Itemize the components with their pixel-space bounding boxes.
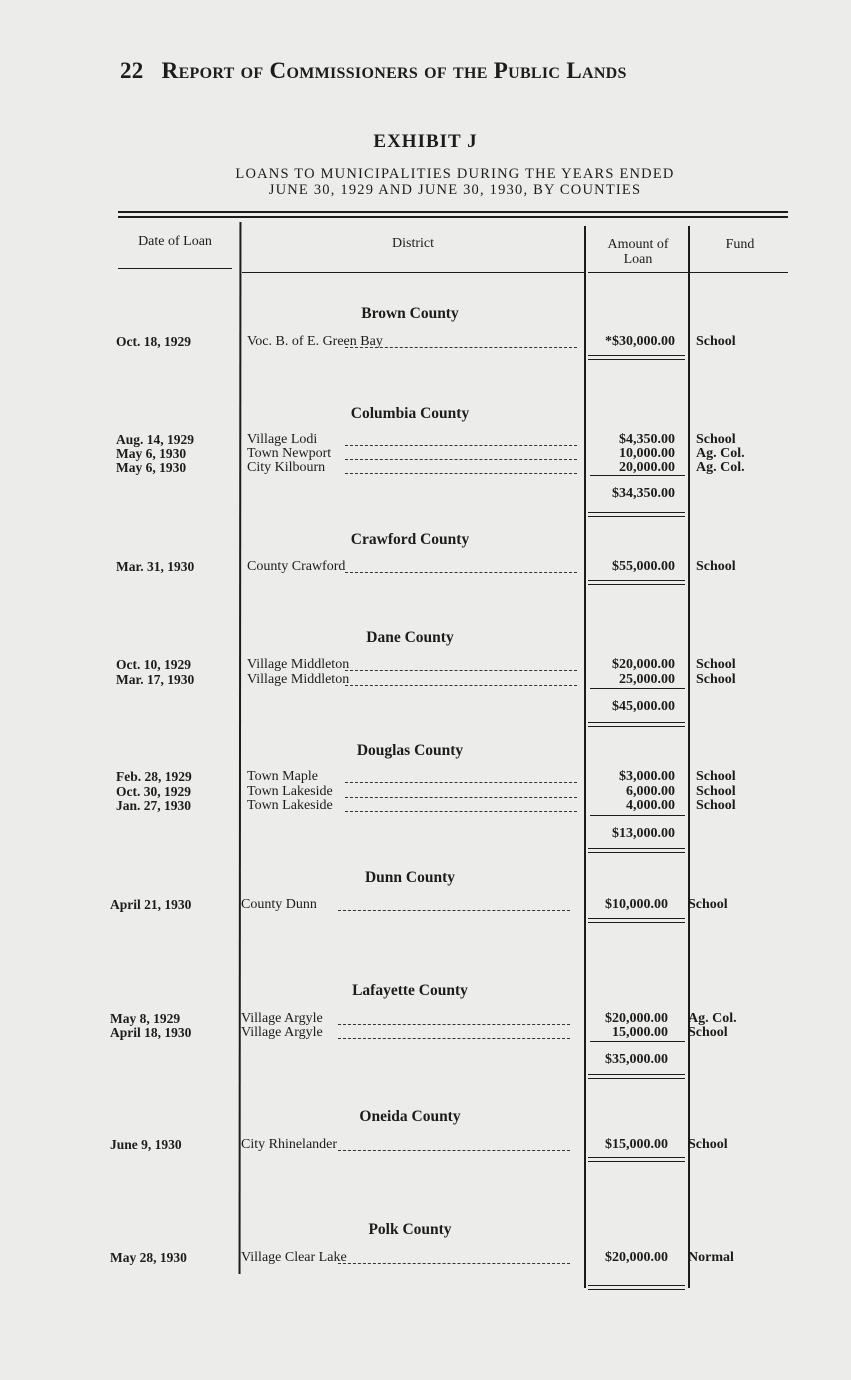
- county-heading: Oneida County: [359, 1108, 461, 1125]
- county-total: $13,000.00: [612, 826, 675, 841]
- loan-amount: $10,000.00: [605, 897, 668, 912]
- fund-name: Ag. Col.: [688, 1011, 737, 1026]
- loan-amount: 20,000.00: [619, 460, 675, 475]
- total-double-rule: [588, 1074, 685, 1079]
- loan-date: April 18, 1930: [110, 1025, 192, 1040]
- fund-name: Normal: [688, 1250, 734, 1265]
- fund-name: School: [696, 798, 736, 813]
- county-heading: Crawford County: [350, 531, 470, 548]
- dot-leader: [338, 1024, 570, 1025]
- total-double-rule: [588, 1157, 685, 1162]
- total-double-rule: [588, 848, 685, 853]
- dot-leader: [338, 1263, 570, 1264]
- dot-leader: [338, 910, 570, 911]
- dot-leader: [345, 797, 577, 798]
- exhibit-title: EXHIBIT J: [373, 131, 478, 152]
- dot-leader: [338, 1038, 570, 1039]
- loan-date: Oct. 10, 1929: [116, 657, 191, 672]
- county-heading: Douglas County: [356, 742, 464, 759]
- subtotal-rule: [590, 475, 685, 476]
- dot-leader: [338, 1150, 570, 1151]
- header-rule-date: [118, 268, 232, 269]
- district-name: City Kilbourn: [247, 460, 326, 475]
- district-name: Village Clear Lake: [241, 1250, 347, 1265]
- loan-amount: 6,000.00: [626, 784, 675, 799]
- district-name: Town Newport: [247, 446, 332, 461]
- top-rule-1: [118, 211, 788, 213]
- loan-amount: 10,000.00: [619, 446, 675, 461]
- district-name: Voc. B. of E. Green Bay: [247, 334, 383, 349]
- loan-amount: $15,000.00: [605, 1137, 668, 1152]
- loan-date: April 21, 1930: [110, 897, 192, 912]
- loan-date: June 9, 1930: [110, 1137, 182, 1152]
- subtotal-rule: [590, 688, 685, 689]
- loan-date: Jan. 27, 1930: [116, 798, 192, 813]
- column-divider-3: [688, 226, 690, 1288]
- county-heading: Lafayette County: [352, 982, 468, 999]
- total-double-rule: [588, 580, 685, 585]
- running-head: [120, 58, 627, 84]
- header-district: District: [392, 236, 434, 251]
- fund-name: School: [688, 1025, 728, 1040]
- header-rule-amount: [588, 272, 688, 273]
- total-double-rule: [588, 355, 685, 360]
- loan-amount: 25,000.00: [619, 672, 675, 687]
- subtitle-line-2: JUNE 30, 1929 AND JUNE 30, 1930, BY COUNTIES: [268, 182, 642, 198]
- loan-amount: $20,000.00: [605, 1250, 668, 1265]
- district-name: Town Lakeside: [247, 798, 333, 813]
- loan-date: May 28, 1930: [110, 1250, 187, 1265]
- page-number: 22: [120, 58, 144, 83]
- district-name: Village Lodi: [247, 432, 318, 447]
- subtotal-rule: [590, 1041, 685, 1042]
- district-name: Village Argyle: [241, 1011, 323, 1026]
- district-name: Town Maple: [247, 769, 318, 784]
- loan-amount: 15,000.00: [612, 1025, 668, 1040]
- total-double-rule: [588, 512, 685, 517]
- header-rule-fund: [690, 272, 788, 273]
- fund-name: Ag. Col.: [696, 460, 745, 475]
- county-heading: Polk County: [368, 1221, 452, 1238]
- dot-leader: [345, 811, 577, 812]
- fund-name: School: [688, 1137, 728, 1152]
- county-heading: Dunn County: [364, 869, 456, 886]
- subtitle-line-1: LOANS TO MUNICIPALITIES DURING THE YEARS ENDED: [235, 166, 675, 182]
- loan-date: Mar. 31, 1930: [116, 559, 195, 574]
- dot-leader: [345, 670, 577, 671]
- district-name: Village Middleton: [247, 657, 350, 672]
- header-amount-2: Loan: [623, 252, 653, 267]
- district-name: County Dunn: [241, 897, 317, 912]
- loan-date: Oct. 30, 1929: [116, 784, 191, 799]
- loan-date: May 6, 1930: [116, 446, 187, 461]
- county-total: $34,350.00: [612, 486, 675, 501]
- loan-amount: $20,000.00: [612, 657, 675, 672]
- fund-name: School: [696, 432, 736, 447]
- header-fund: Fund: [725, 237, 755, 252]
- total-double-rule: [588, 918, 685, 923]
- loan-date: May 6, 1930: [116, 460, 187, 475]
- subtotal-rule: [590, 815, 685, 816]
- dot-leader: [345, 685, 577, 686]
- loan-date: Mar. 17, 1930: [116, 672, 195, 687]
- loan-amount: $3,000.00: [619, 769, 675, 784]
- dot-leader: [345, 572, 577, 573]
- fund-name: Ag. Col.: [696, 446, 745, 461]
- loan-amount: 4,000.00: [626, 798, 675, 813]
- loan-amount: $55,000.00: [612, 559, 675, 574]
- loan-amount: $4,350.00: [619, 432, 675, 447]
- county-heading: Brown County: [361, 305, 459, 322]
- loan-amount: *$30,000.00: [605, 334, 675, 349]
- county-total: $45,000.00: [612, 699, 675, 714]
- header-amount-1: Amount of: [607, 237, 669, 252]
- total-double-rule: [588, 1285, 685, 1290]
- dot-leader: [345, 347, 577, 348]
- header-rule-district: [242, 272, 584, 273]
- dot-leader: [345, 782, 577, 783]
- district-name: Town Lakeside: [247, 784, 333, 799]
- loan-date: Feb. 28, 1929: [116, 769, 192, 784]
- fund-name: School: [696, 334, 736, 349]
- county-heading: Columbia County: [350, 405, 470, 422]
- dot-leader: [345, 445, 577, 446]
- header-date: Date of Loan: [138, 234, 212, 249]
- district-name: Village Argyle: [241, 1025, 323, 1040]
- district-name: City Rhinelander: [241, 1137, 338, 1152]
- fund-name: School: [696, 657, 736, 672]
- loan-date: Oct. 18, 1929: [116, 334, 191, 349]
- dot-leader: [345, 459, 577, 460]
- column-divider-2: [584, 226, 586, 1288]
- loan-date: Aug. 14, 1929: [116, 432, 195, 447]
- loan-amount: $20,000.00: [605, 1011, 668, 1026]
- county-heading: Dane County: [366, 629, 454, 646]
- running-title: Report of Commissioners of the Public Lands: [161, 58, 627, 83]
- district-name: Village Middleton: [247, 672, 350, 687]
- total-double-rule: [588, 722, 685, 727]
- top-rule-2: [118, 216, 788, 218]
- loan-date: May 8, 1929: [110, 1011, 181, 1026]
- fund-name: School: [696, 672, 736, 687]
- fund-name: School: [696, 559, 736, 574]
- district-name: County Crawford: [247, 559, 346, 574]
- county-total: $35,000.00: [605, 1052, 668, 1067]
- fund-name: School: [696, 769, 736, 784]
- fund-name: School: [696, 784, 736, 799]
- dot-leader: [345, 473, 577, 474]
- fund-name: School: [688, 897, 728, 912]
